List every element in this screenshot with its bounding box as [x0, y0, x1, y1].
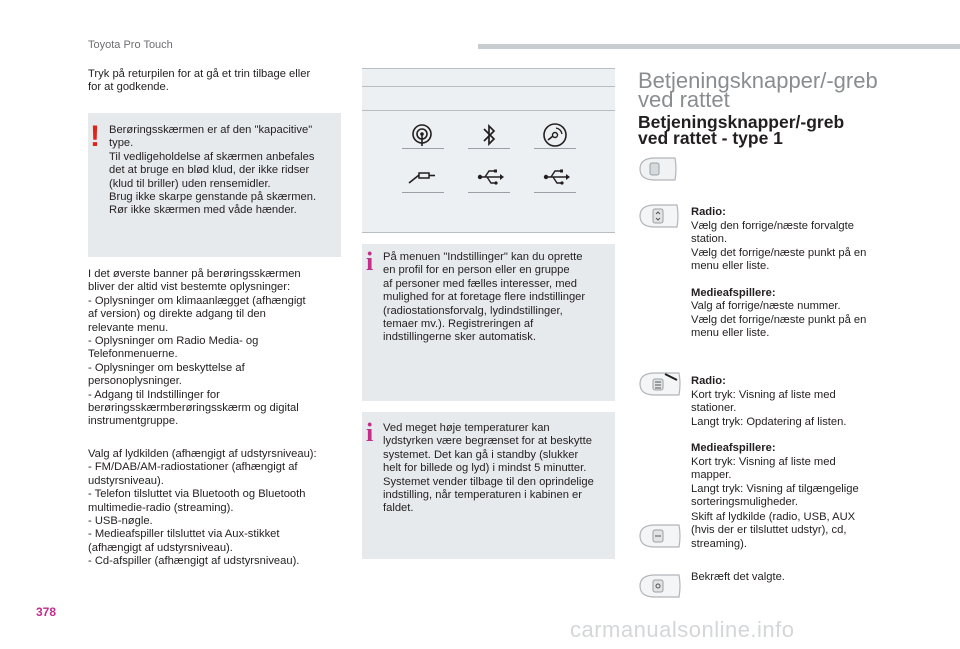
control-4-description: Bekræft det valgte.: [691, 571, 785, 583]
bluetooth-icon: [480, 123, 498, 147]
watermark: carmanualsonline.info: [570, 617, 795, 642]
subsection-heading: Betjeningsknapper/-greb ved rattet - type 1: [638, 112, 845, 148]
control-1-radio-text: Vælg den forrige/næste forvalgte station. Vælg det forrige/næste punkt på en menu eller liste.: [691, 219, 867, 273]
control-1-media-text: Valg af forrige/næste nummer. Vælg det forrige/næste punkt på en menu eller liste.: [691, 300, 867, 340]
usb-icon: [542, 168, 570, 186]
control-2-media-title: Medieafspillere:: [691, 442, 776, 455]
header-title: Toyota Pro Touch: [88, 39, 173, 51]
control-2-media-text: Kort tryk: Visning af liste med mapper. Langt tryk: Visning af tilgængelige sorteringsmuligheder.: [691, 455, 859, 509]
info-profiles-text: På menuen "Indstillinger" kan du oprette en profil for en person eller en gruppe af personer med fælles interesser, med mulighed for at foretage flere indstillinger (radiostationsforvalg, lydindstillinger, temaer mv.). Registreringen af indstillingerne sker automatisk.: [383, 251, 586, 344]
warning-exclamation-icon: !: [90, 120, 100, 153]
control-1-media-title: Medieafspillere:: [691, 286, 776, 299]
info-box-temperature: [362, 412, 615, 559]
aux-jack-icon: [407, 168, 437, 188]
banner-text: I det øverste banner på berøringsskærmen bliver der altid vist bestemte oplysninger: - Oplysninger om klimaanlægget (afhængigt af version) og direkte adgang til den relevante menu. - Oplysninger om Radio Media- og Telefonmenuerne. - Oplysninger om beskyttelse af personoplysninger. - Adgang til Indstillinger for berøringsskærmberøringsskærm og digital instrumentgruppe.: [88, 268, 306, 428]
control-1-description: [691, 193, 891, 354]
screen-illustration: [362, 68, 615, 233]
steering-control-list-icon: [637, 370, 683, 398]
control-2-description: [691, 362, 891, 523]
usb-icon: [476, 168, 504, 186]
warning-text: Berøringsskærmen er af den "kapacitive" type. Til vedligeholdelse af skærmen anbefales det at bruge en blød klud, der ikke ridser (klud til briller) uden rensemidler. Brug ikke skarpe genstande på skærmen. Rør ikke skærmen med våde hænder.: [109, 124, 317, 217]
control-3-description: Skift af lydkilde (radio, USB, AUX (hvis der er tilsluttet udstyr), cd, streaming).: [691, 511, 856, 550]
steering-control-confirm-icon: [637, 572, 683, 600]
sources-text: Valg af lydkilden (afhængigt af udstyrsniveau): - FM/DAB/AM-radiostationer (afhængigt af udstyrsniveau). - Telefon tilsluttet via Bluetooth og Bluetooth multimedie-radio (streaming). - USB-nøgle. - Medieafspiller tilsluttet via Aux-stikket (afhængigt af udstyrsniveau). - Cd-afspiller (afhængigt af udstyrsniveau).: [88, 448, 317, 568]
warning-box: [88, 113, 341, 257]
control-1-radio-title: Radio:: [691, 206, 726, 219]
steering-control-source-icon: [637, 522, 683, 550]
steering-control-overview-icon: [637, 155, 679, 183]
disc-icon: [542, 122, 568, 148]
control-2-radio-text: Kort tryk: Visning af liste med stationer. Langt tryk: Opdatering af listen.: [691, 388, 847, 428]
info-icon: i: [366, 247, 374, 276]
info-temperature-text: Ved meget høje temperaturer kan lydstyrken være begrænset for at beskytte systemet. Det kan gå i standby (slukker helt for billede og lyd) i mindst 5 minutter. Systemet vender tilbage til den oprindelige indstilling, når temperaturen i kabinen er faldet.: [383, 422, 594, 515]
radio-waves-icon: [410, 123, 434, 147]
info-icon: i: [366, 418, 374, 447]
page-number: 378: [36, 605, 57, 619]
steering-control-updown-icon: [637, 202, 681, 230]
section-heading: Betjeningsknapper/-greb ved rattet: [638, 68, 878, 112]
intro-text: Tryk på returpilen for at gå et trin tilbage eller for at godkende.: [88, 68, 311, 94]
control-2-radio-title: Radio:: [691, 375, 726, 388]
header-bar: [478, 44, 960, 49]
info-box-profiles: [362, 244, 615, 401]
